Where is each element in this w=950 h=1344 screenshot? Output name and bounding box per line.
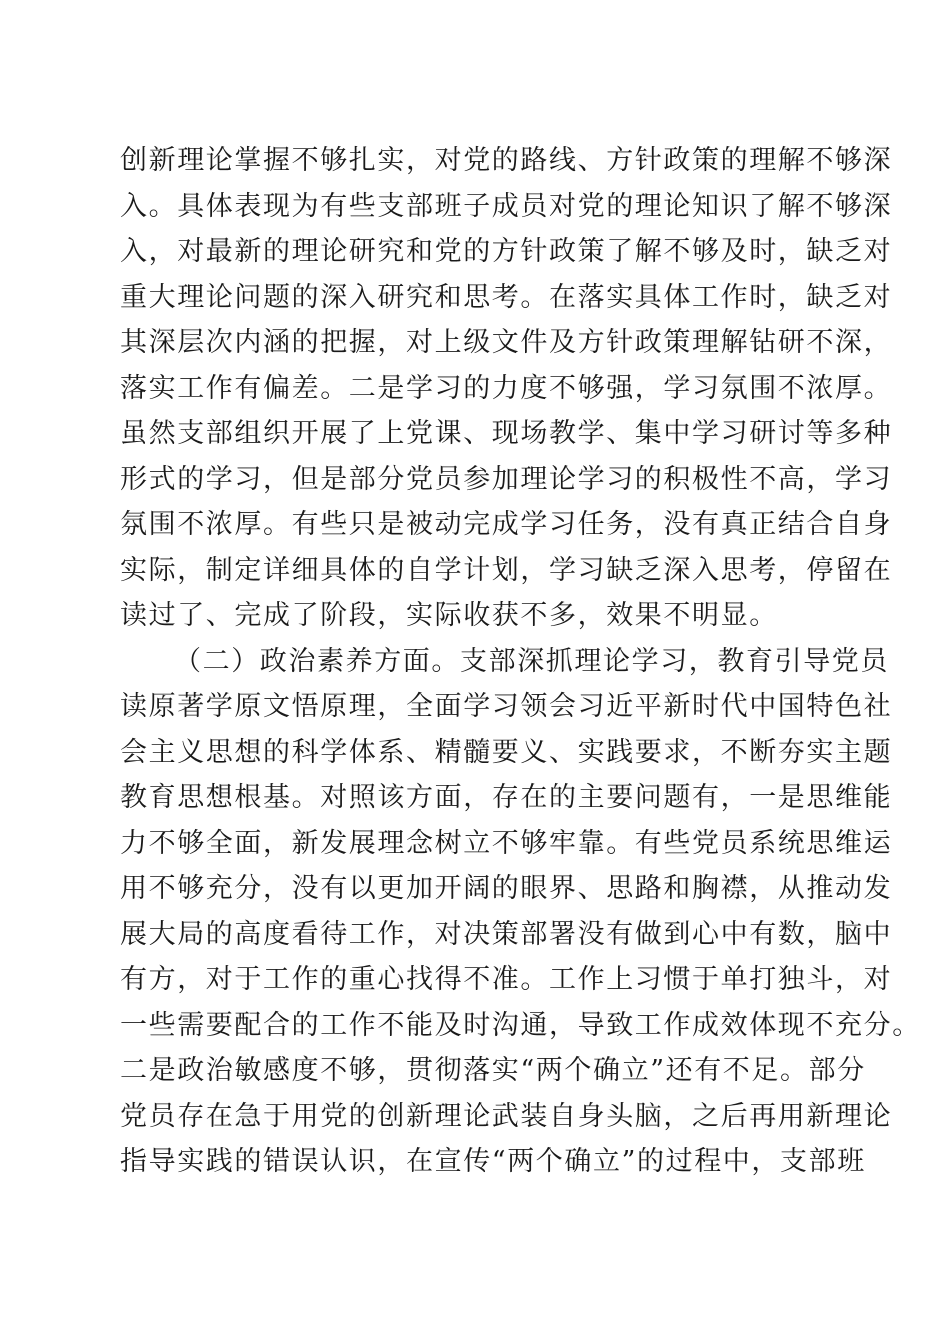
text-line-19: 有方，对于工作的重心找得不准。工作上习惯于单打独斗，对 (120, 964, 893, 995)
text-line-6: 落实工作有偏差。二是学习的力度不够强，学习氛围不浓厚。 (120, 372, 893, 404)
text-line-2: 入。具体表现为有些支部班子成员对党的理论知识了解不够深 (120, 190, 893, 222)
text-line-5: 其深层次内涵的把握，对上级文件及方针政策理解钻研不深， (120, 327, 893, 358)
text-line-8: 形式的学习，但是部分党员参加理论学习的积极性不高，学习 (120, 463, 893, 495)
text-line-9: 氛围不浓厚。有些只是被动完成学习任务，没有真正结合自身 (120, 509, 893, 540)
text-line-16: 力不够全面，新发展理念树立不够牢靠。有些党员系统思维运 (120, 827, 893, 859)
section-heading-line: （二）政治素养方面。支部深抓理论学习，教育引导党员 (174, 645, 889, 677)
text-line-13: 读原著学原文悟原理，全面学习领会习近平新时代中国特色社 (120, 691, 893, 722)
text-line-7: 虽然支部组织开展了上党课、现场教学、集中学习研讨等多种 (120, 418, 893, 449)
text-line-10: 实际，制定详细具体的自学计划，学习缺乏深入思考，停留在 (120, 554, 893, 586)
text-line-17: 用不够充分，没有以更加开阔的眼界、思路和胸襟，从推动发 (120, 873, 893, 904)
text-line-22: 党员存在急于用党的创新理论武装自身头脑，之后再用新理论 (120, 1100, 893, 1132)
text-line-18: 展大局的高度看待工作，对决策部署没有做到心中有数，脑中 (120, 918, 893, 950)
text-line-11: 读过了、完成了阶段，实际收获不多，效果不明显。 (120, 600, 778, 631)
text-line-4: 重大理论问题的深入研究和思考。在落实具体工作时，缺乏对 (120, 281, 893, 313)
text-line-15: 教育思想根基。对照该方面，存在的主要问题有，一是思维能 (120, 782, 893, 813)
text-line-1: 创新理论掌握不够扎实，对党的路线、方针政策的理解不够深 (120, 145, 893, 176)
body-text (120, 138, 921, 1185)
text-line-20: 一些需要配合的工作不能及时沟通，导致工作成效体现不充分。 (120, 1009, 921, 1041)
text-line-3: 入，对最新的理论研究和党的方针政策了解不够及时，缺乏对 (120, 236, 893, 267)
text-line-21: 二是政治敏感度不够，贯彻落实“两个确立”还有不足。部分 (120, 1055, 866, 1086)
text-line-14: 会主义思想的科学体系、精髓要义、实践要求，不断夯实主题 (120, 736, 893, 768)
text-line-23: 指导实践的错误认识，在宣传“两个确立”的过程中，支部班 (120, 1146, 866, 1177)
